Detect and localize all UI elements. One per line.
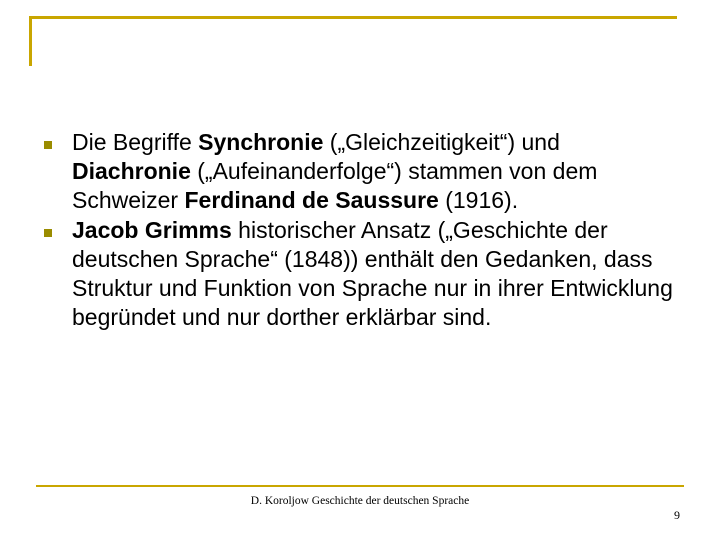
footer-divider: [36, 485, 684, 487]
bold-term-grimm: Jacob Grimms: [72, 216, 232, 243]
square-bullet-icon: [44, 229, 52, 237]
text-run: („Aufeinanderfolge“) stammen von dem Schweizer: [72, 158, 598, 214]
bold-term-saussure: Ferdinand de Saussure: [184, 187, 439, 214]
bullet-item: [44, 216, 684, 333]
bullet-text: [72, 129, 597, 213]
text-run: („Gleichzeitigkeit“) und: [323, 129, 560, 155]
footer-text: D. Koroljow Geschichte der deutschen Sprache: [250, 495, 470, 507]
bold-term-synchronie: Synchronie: [198, 129, 324, 155]
text-run: (1916).: [438, 187, 519, 214]
frame-top-line: [29, 16, 677, 19]
text-run: historischer Ansatz („Geschichte der deutschen Sprache“ (1848)) enthält den Gedanken, dass Struktur und Funktion von Sprache nur in ihrer Entwicklung begründet und nur dorther erklärbar sind.: [72, 216, 673, 331]
bold-term-diachronie: Diachronie: [72, 158, 191, 185]
square-bullet-icon: [44, 141, 52, 149]
bullet-list: [44, 128, 684, 332]
bullet-text: [72, 217, 673, 331]
text-run: Die Begriffe: [72, 129, 199, 155]
frame-left-line: [29, 16, 32, 66]
page-number: 9: [674, 508, 680, 522]
bullet-item: [44, 128, 684, 216]
